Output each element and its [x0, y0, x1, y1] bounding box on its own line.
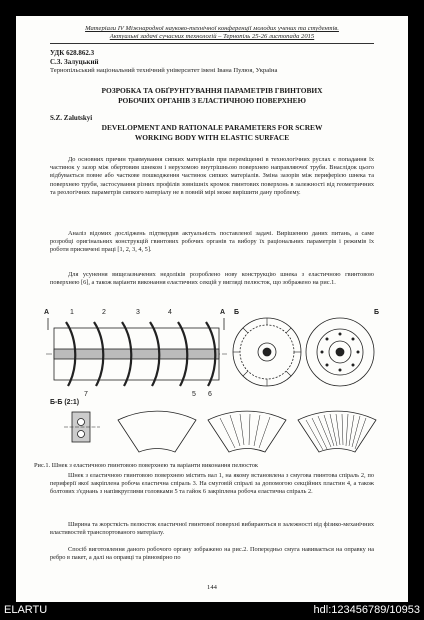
- document-page: [16, 16, 408, 602]
- title-en: [16, 123, 408, 142]
- title-ua: [16, 86, 408, 105]
- section-label-b-left: Б: [234, 309, 240, 316]
- petal-variant-3: [298, 411, 376, 452]
- screw-side-view: [46, 318, 227, 386]
- paragraph-6: Спосіб виготовлення даного робочого органу зображено на рис.2. Попередньо смуга навивається на оправку на ребро в пакет, а далі на оправці та рівномірно по: [50, 546, 374, 562]
- section-label-b-right: Б: [374, 309, 380, 316]
- figure-caption: Рис.1. Шнек з еластичною гвинтовою поверхнею та варіанти виконання пелюсток: [34, 462, 259, 469]
- fig-label-3: 3: [136, 309, 140, 316]
- author-en: S.Z. Zalutskyi: [50, 114, 93, 122]
- conference-header: [16, 25, 408, 41]
- petal-variant-3-slits: [306, 414, 366, 450]
- section-label-a-left: A: [44, 309, 50, 316]
- fig-label-1: 1: [70, 309, 74, 316]
- page-number: 144: [207, 584, 217, 591]
- footer-repository-name: ELARTU: [4, 604, 48, 616]
- repository-footer: [0, 602, 424, 620]
- title-en-line-1: DEVELOPMENT AND RATIONALE PARAMETERS FOR SCREW: [101, 123, 323, 132]
- paragraph-1: До основних причин травмування сипких матеріалів при переміщенні в технологічних руслах є попадання їх частинок у зазор між обертовим шнеком і нерухомою внутрішньою поверхнею направляючої труби. Внаслідок цього відбувається повне або часткове пошкодження частинок сипких матеріалів. Зміна зазорів між периферією шнека та поверхнею труби, застосування різних профілів зовнішніх кромок гвинтових поверхонь в залежності від геометричних та реологічних параметрів сипкого матеріалу не в повній мірі може вирішити дану проблему.: [50, 156, 374, 196]
- paragraph-3: Для усунення вищезазначених недоліків розроблено нову конструкцію шнека з еластичною гвинтовою поверхнею [6], а також варіанти виконання еластичних секцій у вигляді пелюсток, що зображено на рис.1.: [50, 271, 374, 287]
- petal-variant-1: [118, 411, 196, 452]
- header-line-1: Матеріали IV Міжнародної науково-технічної конференції молодих учених та студентів.: [85, 25, 339, 32]
- section-label-a-right: A: [220, 309, 226, 316]
- cross-section-1: [233, 318, 301, 386]
- header-line-2: Актуальні задачі сучасних технологій – Тернопіль 25-26 листопада 2015: [109, 33, 315, 40]
- section-detail-title: Б-Б (2:1): [50, 399, 80, 406]
- title-ua-line-1: РОЗРОБКА ТА ОБҐРУНТУВАННЯ ПАРАМЕТРІВ ГВИНТОВИХ: [101, 86, 323, 95]
- cross-section-2: [306, 318, 374, 386]
- fig-label-5: 5: [192, 391, 196, 398]
- figure-1: [44, 300, 384, 460]
- udc-code: УДК 628.862.3: [50, 49, 95, 57]
- paragraph-5: Ширина та жорсткість пелюсток еластичної гвинтової поверхні вибираються в залежності від фізико-механічних властивостей транспортованого матеріалу.: [50, 521, 374, 537]
- fig-label-4: 4: [168, 309, 172, 316]
- footer-handle-link[interactable]: hdl:123456789/10953: [313, 604, 420, 616]
- paragraph-2: Аналіз відомих досліджень підтвердив актуальність поставленої задачі. Вирішенню даних питань, а саме розробці оригінальних конструкцій гвинтових робочих органів та вибору їх раціональних параметрів і режимів їх роботи присвячені праці [1, 2, 3, 4, 5].: [50, 230, 374, 254]
- petal-variant-2-slits: [220, 414, 270, 448]
- petal-variant-2: [208, 411, 286, 452]
- screw-shaft: [54, 349, 219, 359]
- fig-label-6: 6: [208, 391, 212, 398]
- title-ua-line-2: РОБОЧИХ ОРГАНІВ З ЕЛАСТИЧНОЮ ПОВЕРХНЕЮ: [118, 95, 306, 105]
- paragraph-4: Шнек з еластичною гвинтовою поверхнею містить вал 1, на якому встановлена з смугова гвинтова спіраль 2, по периферії якої закріплена робоча еластична спіраль 3. На смуговій спіралі за допомогою секційних пластин 4, а також болтових з'єднань з напівкруглими головками 5 та гайок 6 закріплена робоча еластична спіраль 2.: [50, 472, 374, 496]
- affiliation-ua: Тернопільський національний технічний університет імені Івана Пулюя, Україна: [50, 67, 278, 74]
- fig-label-2: 2: [102, 309, 106, 316]
- fig-label-7: 7: [84, 391, 88, 398]
- header-rule: [50, 43, 374, 44]
- title-en-line-2: WORKING BODY WITH ELASTIC SURFACE: [134, 132, 290, 142]
- author-ua: С.З. Залуцький: [50, 58, 99, 66]
- section-detail: [64, 412, 100, 442]
